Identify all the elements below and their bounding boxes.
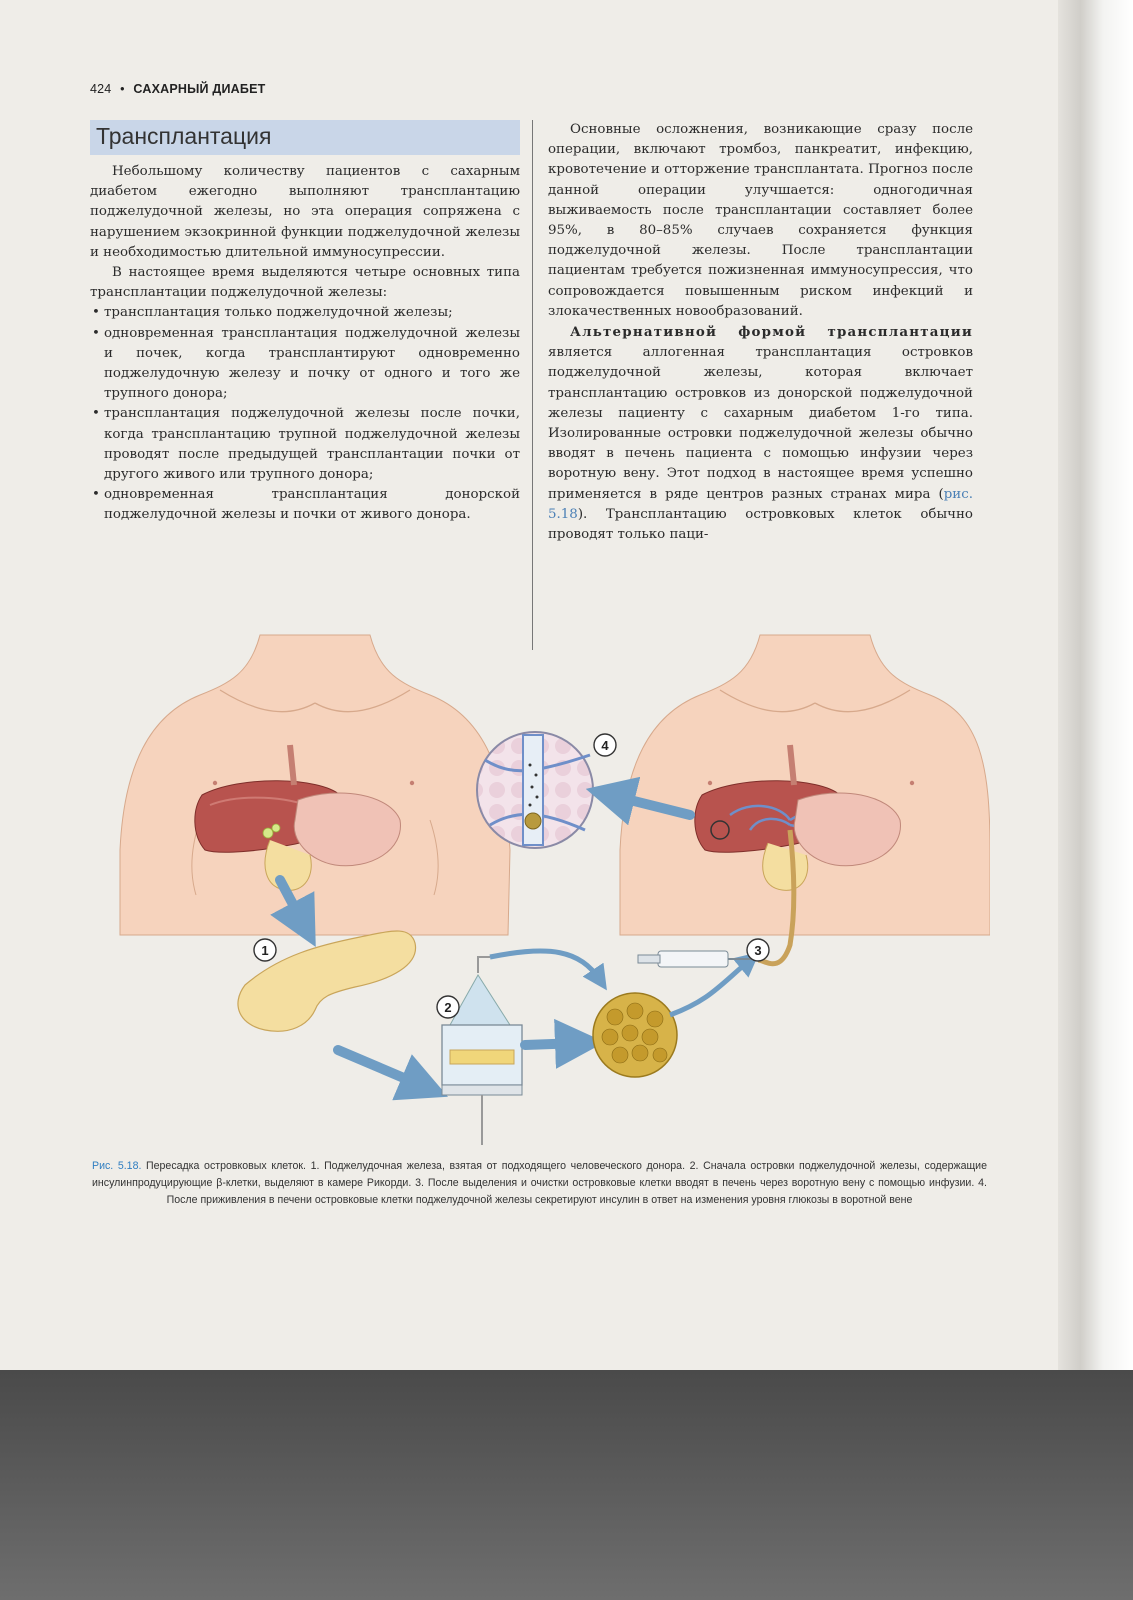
section-heading [90,120,520,155]
ricordi-chamber [442,951,600,1145]
list-item: • трансплантация только поджелудочной железы; [90,303,520,323]
running-head [90,82,265,96]
isolated-islet-cells [593,960,750,1077]
step-label-4 [594,734,616,756]
page-number: 424 [90,82,112,96]
nipple [910,781,914,785]
list-item: • одновременная трансплантация поджелудочной железы и почек, когда трансплантируют одновременно поджелудочную железу и почку от одного и того же трупного донора; [90,324,520,405]
step-label-2 [437,996,459,1018]
running-head-bullet: • [120,82,125,96]
figure-caption-label: Рис. 5.18. [92,1160,142,1172]
scan-shadow [0,1370,1133,1600]
step-label-3 [747,939,769,961]
syringe [638,951,752,967]
section-heading-text: Трансплантация [96,123,272,149]
nipple [708,781,712,785]
paragraph-lead: Альтернативной формой трансплантации [570,324,973,341]
step-label-1 [254,939,276,961]
page-edge [1058,0,1133,1370]
nipple [213,781,217,785]
step-number: 2 [444,1000,452,1015]
paragraph-text: является аллогенная трансплантация островков поджелудочной железы, которая включает трансплантацию островков из донорской поджелудочной железы пациенту с сахарным диабетом 1-го типа. Изолированные островки поджелудочной железы обычно вводят в печень пациента с помощью инфузии через воротную вену. Этот подход в настоящее время успешно применяется в ряде центров разных странах мира ( [548,345,973,502]
right-column [548,120,973,545]
figure-caption-text: Пересадка островковых клеток. 1. Поджелудочная железа, взятая от подходящего человеческого донора. 2. Сначала островки поджелудочной железы, содержащие инсулинпродуцирующие β-клетки, выделяют в камере Рикорди. 3. После выделения и очистки островковые клетки вводят в печень через воротную вену с помощью инфузии. 4. После приживления в печени островковые клетки поджелудочной железы секретируют инсулин в ответ на изменения уровня глюкозы в воротной вене [92,1160,987,1206]
column-divider [532,120,533,650]
left-column [90,162,520,526]
step-number: 3 [754,943,762,958]
step-number: 4 [601,738,609,753]
nipple [410,781,414,785]
figure-caption [92,1158,987,1209]
paragraph: Небольшому количеству пациентов с сахарным диабетом ежегодно выполняют трансплантацию поджелудочной железы, но эта операция сопряжена с нарушением экзокринной функции поджелудочной железы и необходимостью длительной иммуносупрессии. [90,164,520,260]
step-number: 1 [261,943,269,958]
paragraph [548,322,973,545]
paragraph: Основные осложнения, возникающие сразу после операции, включают тромбоз, панкреатит, инфекцию, кровотечение и отторжение трансплантата. Прогноз после данной операции улучшается: одногодичная выживаемость после трансплантации составляет более 95%, в 80–85% случаев сохраняется функция поджелудочной железы. После трансплантации пациентам требуется пожизненная иммуносупрессия, что сопровождается повышенным риском инфекций и злокачественных новообразований. [548,122,973,319]
islet-transplant-illustration [90,625,990,1170]
list-item: • одновременная трансплантация донорской поджелудочной железы и почки от живого донора. [90,485,520,525]
paragraph-text: ). Трансплантацию островковых клеток обычно проводят только паци- [548,506,973,543]
transplant-types-list [90,303,520,525]
running-head-title: САХАРНЫЙ ДИАБЕТ [133,82,266,96]
list-item: • трансплантация поджелудочной железы после почки, когда трансплантацию трупной поджелудочной железы проводят после предыдущей трансплантации почки от другого живого или трупного донора; [90,404,520,485]
paragraph: В настоящее время выделяются четыре основных типа трансплантации поджелудочной железы: [90,265,520,301]
figure-reference-link[interactable]: рис. 5.18 [548,486,973,522]
